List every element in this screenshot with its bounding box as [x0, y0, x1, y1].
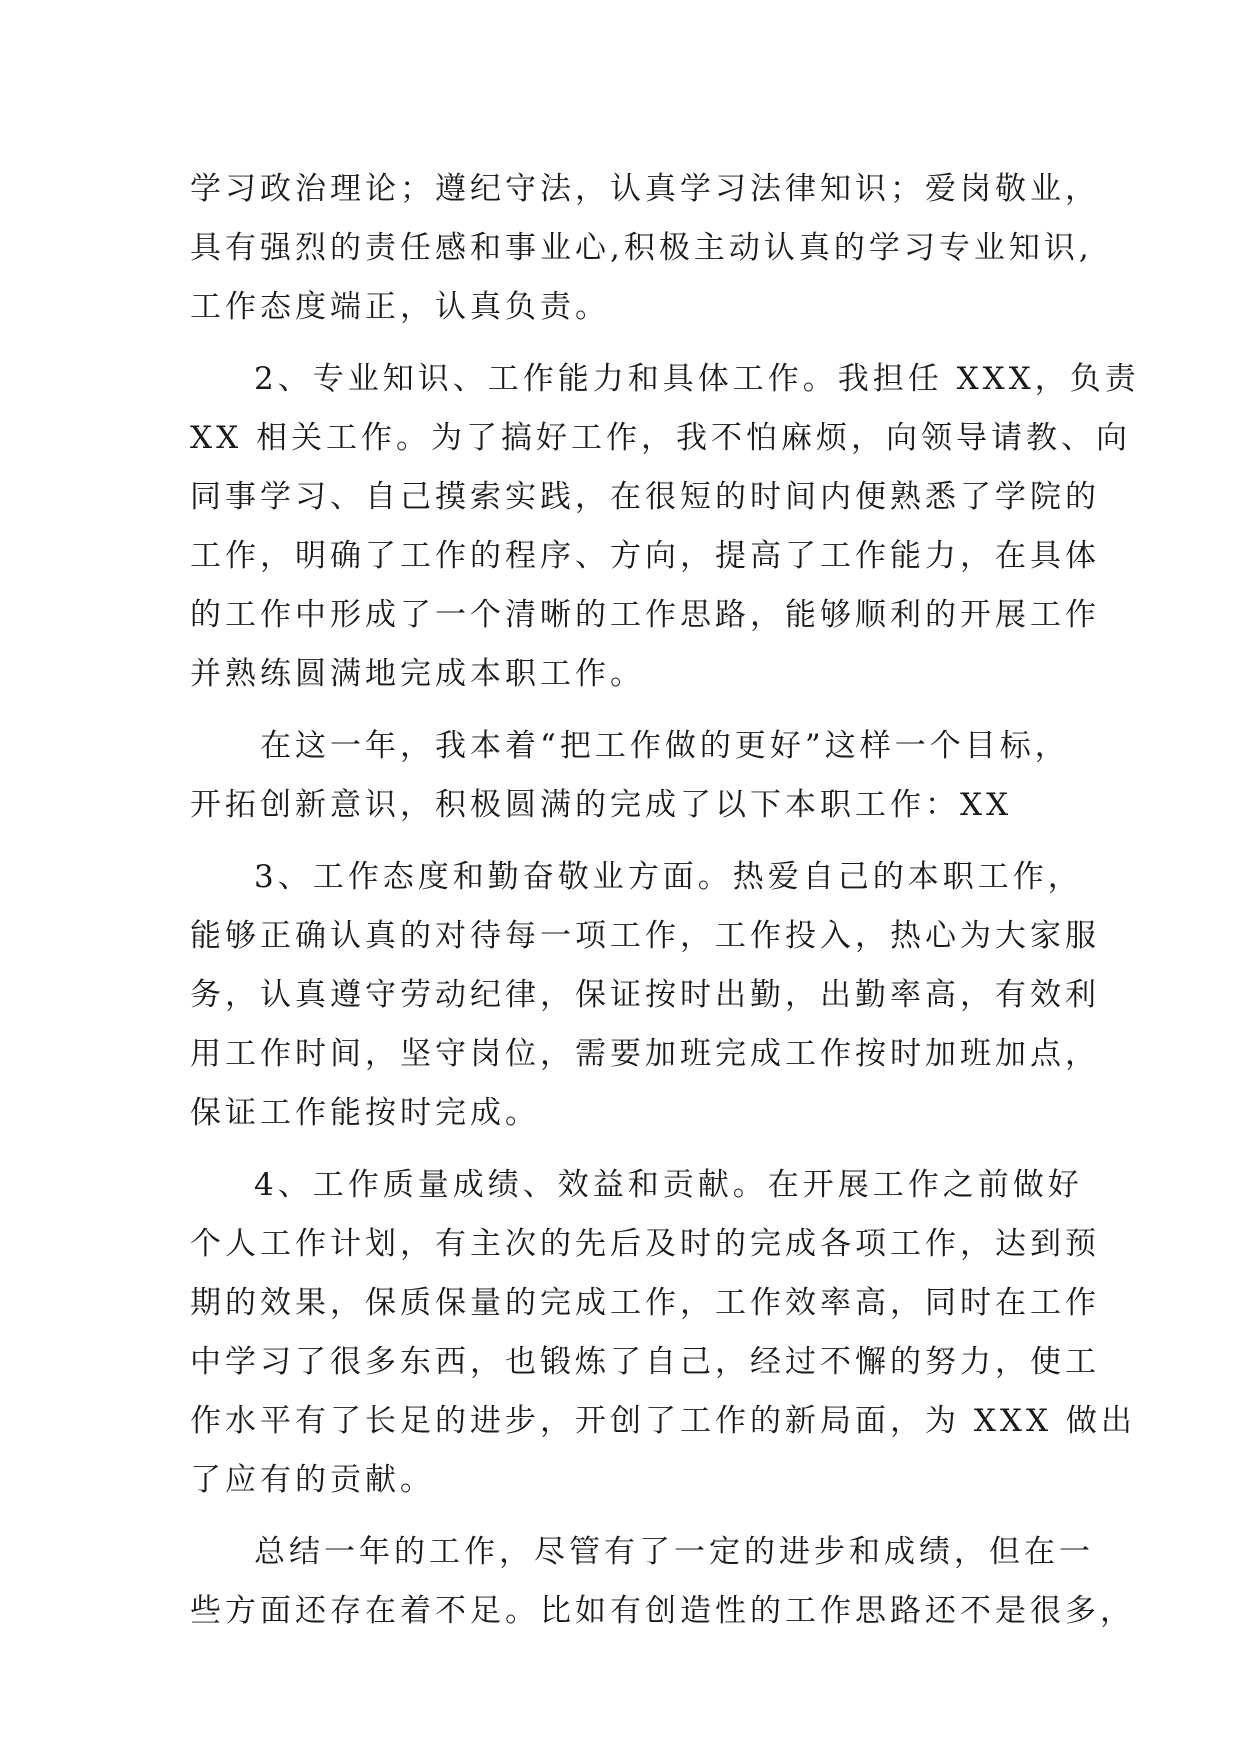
text-line: XX 相关工作。为了搞好工作，我不怕麻烦，向领导请教、向 — [190, 420, 1131, 456]
text-line: 并熟练圆满地完成本职工作。 — [190, 656, 645, 692]
paragraph-2-start: 2、专业知识、工作能力和具体工作。我担任 XXX，负责 — [254, 361, 1140, 397]
text-line: 具有强烈的责任感和事业心,积极主动认真的学习专业知识, — [190, 230, 1093, 266]
text-line: 工作，明确了工作的程序、方向，提高了工作能力，在具体 — [190, 538, 1100, 574]
paragraph-summary-start: 总结一年的工作，尽管有了一定的进步和成绩，但在一 — [254, 1534, 1094, 1570]
text-line: 开拓创新意识，积极圆满的完成了以下本职工作：XX — [190, 787, 1013, 823]
text-line: 了应有的贡献。 — [190, 1462, 435, 1498]
text-line: 期的效果，保质保量的完成工作，工作效率高，同时在工作 — [190, 1285, 1100, 1321]
text-line: 中学习了很多东西，也锻炼了自己，经过不懈的努力，使工 — [190, 1344, 1100, 1380]
document-body — [190, 160, 1140, 1641]
text-line: 同事学习、自己摸索实践，在很短的时间内便熟悉了学院的 — [190, 479, 1100, 515]
text-line: 的工作中形成了一个清晰的工作思路，能够顺利的开展工作 — [190, 597, 1100, 633]
text-line: 用工作时间，坚守岗位，需要加班完成工作按时加班加点， — [190, 1036, 1100, 1072]
text-line: 保证工作能按时完成。 — [190, 1095, 540, 1131]
paragraph-3-start: 3、工作态度和勤奋敬业方面。热爱自己的本职工作， — [254, 859, 1083, 895]
text-line: 作水平有了长足的进步，开创了工作的新局面，为 XXX 做出 — [190, 1403, 1136, 1439]
text-line: 工作态度端正，认真负责。 — [190, 289, 610, 325]
paragraph-year-start: 在这一年，我本着“把工作做的更好”这样一个目标， — [260, 728, 1070, 764]
text-line: 务，认真遵守劳动纪律，保证按时出勤，出勤率高，有效利 — [190, 977, 1100, 1013]
paragraph-4-start: 4、工作质量成绩、效益和贡献。在开展工作之前做好 — [254, 1167, 1083, 1203]
text-line: 能够正确认真的对待每一项工作，工作投入，热心为大家服 — [190, 918, 1100, 954]
text-line: 些方面还存在着不足。比如有创造性的工作思路还不是很多， — [190, 1593, 1135, 1629]
text-line: 个人工作计划，有主次的先后及时的完成各项工作，达到预 — [190, 1226, 1100, 1262]
text-line: 学习政治理论；遵纪守法，认真学习法律知识；爱岗敬业， — [190, 171, 1100, 207]
